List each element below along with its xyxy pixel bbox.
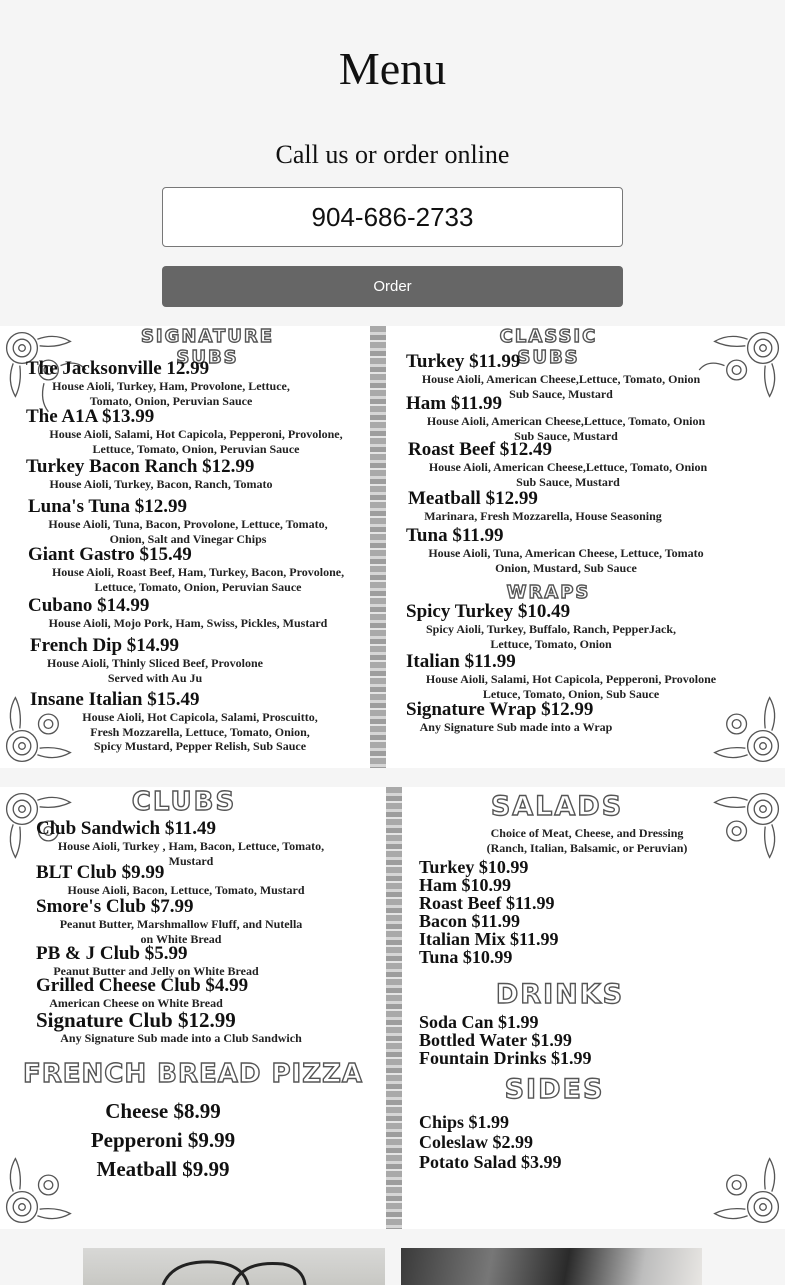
photo-gallery — [0, 1248, 785, 1285]
menu-item — [36, 944, 276, 979]
item-name: Italian Mix $11.99 — [419, 929, 559, 949]
menu-item — [408, 440, 728, 489]
menu-item — [28, 596, 348, 631]
item-name: Italian $11.99 — [406, 651, 516, 672]
menu-item — [406, 602, 696, 651]
item-name: Roast Beef $11.99 — [419, 893, 555, 913]
item-name: Insane Italian $15.49 — [30, 689, 200, 710]
menu-item — [30, 690, 370, 754]
salads-note-line: Choice of Meat, Cheese, and Dressing — [490, 826, 684, 840]
menu-item — [406, 652, 736, 701]
clubs-section — [0, 787, 386, 1229]
item-name: Cubano $14.99 — [28, 595, 150, 616]
salads-note — [457, 826, 717, 855]
item-name: Chips $1.99 — [419, 1112, 510, 1132]
item-desc: House Aioli, Thinly Sliced Beef, Provolone — [47, 656, 263, 670]
menu-item — [406, 394, 726, 443]
menu-item — [36, 819, 346, 868]
gallery-photo[interactable] — [401, 1248, 702, 1285]
sides-heading: SIDES — [504, 1074, 605, 1105]
signature-subs-section — [0, 326, 370, 768]
drinks-list — [419, 1013, 592, 1067]
salads-heading: SALADS — [490, 791, 624, 822]
menu-item — [0, 1097, 326, 1184]
menu-item — [406, 700, 626, 735]
item-desc: Any Signature Sub made into a Club Sandwich — [60, 1031, 302, 1045]
sides-list — [419, 1112, 562, 1172]
item-desc: Onion, Mustard, Sub Sauce — [495, 560, 637, 575]
signature-subs-heading: SIGNATURE SUBS — [140, 326, 275, 368]
item-desc: on White Bread — [140, 931, 222, 946]
item-name: Signature Club $12.99 — [36, 1008, 236, 1032]
item-desc: Peanut Butter, Marshmallow Fluff, and Nutella — [59, 917, 303, 931]
item-name: Grilled Cheese Club $4.99 — [36, 975, 249, 996]
item-desc: Sub Sauce, Mustard — [509, 386, 613, 401]
item-desc: Tomato, Onion, Peruvian Sauce — [89, 393, 253, 408]
board-divider — [386, 787, 402, 1229]
item-desc: American Cheese on White Bread — [49, 996, 223, 1010]
item-name: Ham $10.99 — [419, 875, 511, 895]
item-desc: Fresh Mozzarella, Lettuce, Tomato, Onion, — [90, 724, 310, 739]
item-name: Luna's Tuna $12.99 — [28, 496, 187, 517]
page-title: Menu — [338, 43, 447, 94]
gallery-photo[interactable] — [83, 1248, 385, 1285]
item-desc: House Aioli, American Cheese,Lettuce, Tomato, Onion — [428, 460, 708, 474]
item-desc: Sub Sauce, Mustard — [514, 428, 618, 443]
wraps-heading: WRAPS — [506, 582, 591, 603]
item-desc: Served with Au Ju — [107, 670, 203, 685]
menu-item — [26, 457, 296, 492]
item-name: Roast Beef $12.49 — [408, 439, 553, 460]
item-desc: Peanut Butter and Jelly on White Bread — [53, 964, 259, 978]
item-desc: House Aioli, Mojo Pork, Ham, Swiss, Pickles, Mustard — [48, 616, 328, 630]
salads-note-line: (Ranch, Italian, Balsamic, or Peruvian) — [486, 840, 688, 855]
item-name: French Dip $14.99 — [30, 635, 180, 656]
menu-item — [36, 1009, 326, 1046]
item-name: Club Sandwich $11.49 — [36, 818, 217, 839]
drinks-heading: DRINKS — [495, 979, 625, 1010]
item-desc: Letuce, Tomato, Onion, Sub Sauce — [482, 686, 660, 701]
item-name: Turkey $10.99 — [419, 857, 529, 877]
classic-subs-heading: CLASSIC SUBS — [499, 326, 598, 368]
menu-item — [36, 897, 326, 946]
item-desc: Spicy Mustard, Pepper Relish, Sub Sauce — [93, 739, 307, 753]
menu-item — [406, 526, 726, 575]
item-name: Turkey $11.99 — [406, 351, 521, 372]
item-name: Ham $11.99 — [406, 393, 503, 414]
item-name: Signature Wrap $12.99 — [406, 699, 594, 720]
item-desc: House Aioli, Salami, Hot Capicola, Pepperoni, Provolone, — [49, 427, 343, 441]
item-name: Smore's Club $7.99 — [36, 896, 194, 917]
menu-board-clubs-salads — [0, 787, 785, 1229]
item-desc: House Aioli, Turkey , Ham, Bacon, Lettuce, Tomato, — [57, 839, 325, 853]
menu-item — [30, 636, 280, 685]
order-button[interactable]: Order — [162, 266, 623, 307]
menu-item — [36, 976, 248, 1011]
item-name: Spicy Turkey $10.49 — [406, 601, 571, 622]
menu-item — [28, 497, 348, 546]
item-desc: Sub Sauce, Mustard — [516, 474, 620, 489]
phone-number-field[interactable]: 904-686-2733 — [162, 187, 623, 247]
menu-item — [36, 863, 336, 898]
item-desc: House Aioli, American Cheese,Lettuce, Tomato, Onion — [426, 414, 706, 428]
item-name: PB & J Club $5.99 — [36, 943, 188, 964]
salads-drinks-sides-section — [402, 787, 785, 1229]
item-name: Fountain Drinks $1.99 — [419, 1048, 592, 1068]
french-bread-pizza-heading: FRENCH BREAD PIZZA — [22, 1059, 364, 1089]
classic-subs-section — [386, 326, 785, 768]
item-desc: Lettuce, Tomato, Onion, Peruvian Sauce — [94, 579, 302, 594]
item-desc: Marinara, Fresh Mozzarella, House Seasoning — [424, 509, 662, 523]
item-desc: Mustard — [168, 853, 214, 868]
item-name: Cheese $8.99 — [105, 1099, 221, 1123]
item-desc: House Aioli, Hot Capicola, Salami, Proscuitto, — [82, 710, 318, 724]
item-name: Meatball $9.99 — [96, 1157, 230, 1181]
item-name: BLT Club $9.99 — [36, 862, 165, 883]
item-name: Bacon $11.99 — [419, 911, 521, 931]
menu-item — [26, 407, 366, 456]
item-desc: House Aioli, Turkey, Bacon, Ranch, Tomato — [49, 477, 273, 491]
menu-item — [28, 545, 368, 594]
item-desc: House Aioli, Roast Beef, Ham, Turkey, Bacon, Provolone, — [51, 565, 345, 579]
item-name: Bottled Water $1.99 — [419, 1030, 572, 1050]
item-name: Tuna $10.99 — [419, 947, 513, 967]
item-desc: Spicy Aioli, Turkey, Buffalo, Ranch, PepperJack, — [425, 622, 677, 636]
salads-list — [419, 858, 559, 966]
item-desc: Lettuce, Tomato, Onion, Peruvian Sauce — [92, 441, 300, 456]
item-desc: House Aioli, Tuna, American Cheese, Lettuce, Tomato — [428, 546, 704, 560]
item-desc: House Aioli, Turkey, Ham, Provolone, Lettuce, — [52, 379, 290, 393]
item-desc: House Aioli, Salami, Hot Capicola, Pepperoni, Provolone — [425, 672, 717, 686]
board-divider — [370, 326, 386, 768]
item-desc: House Aioli, American Cheese,Lettuce, Tomato, Onion — [421, 372, 701, 386]
item-desc: House Aioli, Bacon, Lettuce, Tomato, Mustard — [67, 883, 305, 897]
photo-content-icon — [83, 1248, 385, 1285]
menu-item — [26, 359, 316, 408]
menu-item — [408, 489, 678, 524]
item-desc: Any Signature Sub made into a Wrap — [419, 720, 613, 734]
clubs-heading: CLUBS — [131, 787, 237, 817]
item-desc: Onion, Salt and Vinegar Chips — [109, 531, 267, 546]
page-subtitle: Call us or order online — [275, 140, 510, 169]
item-name: The A1A $13.99 — [26, 406, 155, 427]
item-name: Coleslaw $2.99 — [419, 1132, 533, 1152]
item-name: Potato Salad $3.99 — [419, 1152, 562, 1172]
item-name: Soda Can $1.99 — [419, 1012, 539, 1032]
item-name: Giant Gastro $15.49 — [28, 544, 192, 565]
item-desc: House Aioli, Tuna, Bacon, Provolone, Lettuce, Tomato, — [48, 517, 328, 531]
item-name: The Jacksonville 12.99 — [26, 358, 210, 379]
item-name: Pepperoni $9.99 — [90, 1128, 236, 1152]
item-name: Meatball $12.99 — [408, 488, 538, 509]
menu-board-subs — [0, 326, 785, 768]
item-name: Tuna $11.99 — [406, 525, 504, 546]
item-name: Turkey Bacon Ranch $12.99 — [26, 456, 255, 477]
item-desc: Lettuce, Tomato, Onion — [490, 636, 612, 651]
